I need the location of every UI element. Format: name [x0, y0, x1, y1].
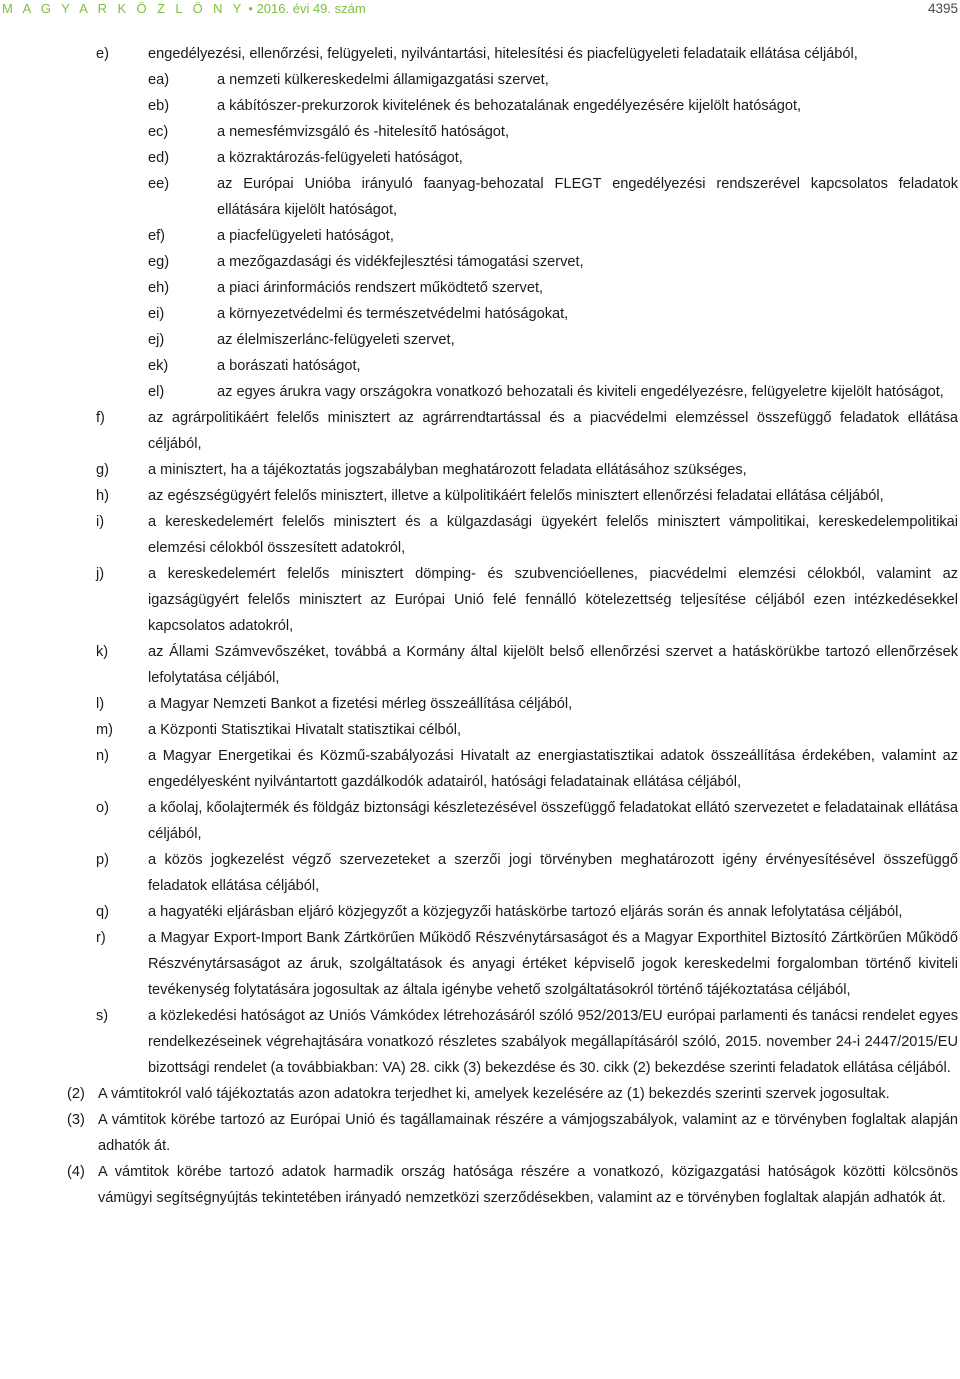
list-item [96, 899, 958, 925]
item-text: a Központi Statisztikai Hivatalt statisztikai célból, [148, 722, 462, 738]
paragraph [67, 1081, 958, 1107]
list-item [96, 483, 958, 509]
document-body [0, 41, 960, 1211]
item-label: el) [148, 384, 165, 400]
sub-list-item [148, 67, 958, 93]
page-number: 4395 [927, 1, 958, 16]
item-label: ei) [148, 306, 165, 322]
list-item [96, 41, 958, 67]
item-text: a közös jogkezelést végző szervezeteket a szerzői jogi törvényben meghatározott igény érvényesítésével összefüggő feladatok ellátása céljából, [148, 852, 958, 894]
item-label: eh) [148, 280, 170, 296]
item-text: a piaci árinformációs rendszert működtető szervet, [217, 280, 544, 296]
sub-list-item [148, 93, 958, 119]
item-label: q) [96, 904, 109, 920]
list-item [96, 639, 958, 691]
sub-list-item [148, 301, 958, 327]
item-label: ee) [148, 176, 170, 192]
item-label: (3) [67, 1112, 85, 1128]
list-item [96, 1003, 958, 1081]
item-label: ec) [148, 124, 169, 140]
item-text: A vámtitok körébe tartozó az Európai Unió és tagállamainak részére a vámjogszabályok, valamint az e törvényben foglaltak alapján adhatók át. [98, 1112, 958, 1154]
list-item [96, 847, 958, 899]
list-item [96, 691, 958, 717]
item-text: a nemesfémvizsgáló és -hitelesítő hatóságot, [217, 124, 510, 140]
item-label: ek) [148, 358, 169, 374]
item-label: k) [96, 644, 109, 660]
sub-list-item [148, 275, 958, 301]
item-label: p) [96, 852, 109, 868]
sub-list-item [148, 327, 958, 353]
paragraph [67, 1159, 958, 1211]
item-text: a minisztert, ha a tájékoztatás jogszabályban meghatározott feladata ellátásához szükséges, [148, 462, 747, 478]
list-item [96, 795, 958, 847]
sub-list-item [148, 145, 958, 171]
item-label: m) [96, 722, 114, 738]
item-text: a Magyar Export-Import Bank Zártkörűen Működő Részvénytársaságot és a Magyar Exporthitel Biztosító Zártkörűen Működő Részvénytársaságot az áruk, szolgáltatások és anyagi értéket képviselő jogok kereskedelmi forgalomban történő kiviteli tevékenység folytatására jogosultak az általa igénybe vehető szolgáltatásokról történő tájékoztatása céljából, [148, 930, 958, 998]
item-label: e) [96, 46, 109, 62]
item-label: j) [96, 566, 105, 582]
item-label: o) [96, 800, 109, 816]
item-text: a kereskedelemért felelős minisztert és a külgazdasági ügyekért felelős minisztert vámpolitikai, kereskedelempolitikai elemzési célokból összesített adatokról, [148, 514, 958, 556]
list-item [96, 457, 958, 483]
item-text: a Magyar Energetikai és Közmű-szabályozási Hivatalt az energiastatisztikai adatok összeállítása érdekében, valamint az engedélyesként nyilvántartott gazdálkodók adatairól, hatósági feladatainak ellátása céljából, [148, 748, 958, 790]
item-text: A vámtitok körébe tartozó adatok harmadik ország hatósága részére a vonatkozó, közigazgatási hatóságok közötti kölcsönös vámügyi segítségnyújtás tekintetében irányadó nemzetközi szerződésekben, valamint az e törvényben foglaltak alapján adhatók át. [98, 1164, 958, 1206]
list-item [96, 717, 958, 743]
item-text: az agrárpolitikáért felelős minisztert az agrárrendtartással és a piacvédelmi elemzéssel összefüggő feladatok ellátása céljából, [148, 410, 958, 452]
item-label: h) [96, 488, 109, 504]
item-text: a környezetvédelmi és természetvédelmi hatóságokat, [217, 306, 569, 322]
item-label: ef) [148, 228, 166, 244]
item-text: a borászati hatóságot, [217, 358, 361, 374]
issue-label: 2016. évi 49. szám [256, 1, 366, 16]
item-text: az Európai Unióba irányuló faanyag-behozatal FLEGT engedélyezési rendszerével kapcsolatos feladatok ellátására kijelölt hatóságot, [217, 176, 958, 218]
sub-list-item [148, 353, 958, 379]
list-item [96, 405, 958, 457]
list-item [96, 925, 958, 1003]
list-item [96, 509, 958, 561]
item-text: a kábítószer-prekurzorok kivitelének és behozatalának engedélyezésére kijelölt hatóságot, [217, 98, 802, 114]
sub-list-item [148, 223, 958, 249]
item-label: i) [96, 514, 105, 530]
journal-running-head [2, 0, 366, 18]
sub-list-item [148, 119, 958, 145]
journal-title: M A G Y A R K Ö Z L Ö N Y [2, 1, 245, 16]
item-text: a mezőgazdasági és vidékfejlesztési támogatási szervet, [217, 254, 584, 270]
item-text: a kereskedelemért felelős minisztert dömping- és szubvencióellenes, piacvédelmi elemzési célokból, valamint az igazságügyért felelős minisztert az Európai Unió felé fennálló kötelezettség teljesítése céljából ezen intézkedésekkel kapcsolatos adatokról, [148, 566, 958, 634]
sub-list-item [148, 379, 958, 405]
item-text: a közraktározás-felügyeleti hatóságot, [217, 150, 463, 166]
item-label: g) [96, 462, 109, 478]
item-text: a hagyatéki eljárásban eljáró közjegyzőt a közjegyzői hatáskörbe tartozó eljárás során és annak lefolytatása céljából, [148, 904, 903, 920]
item-label: eb) [148, 98, 170, 114]
item-text: a Magyar Nemzeti Bankot a fizetési mérleg összeállítása céljából, [148, 696, 573, 712]
list-item [96, 743, 958, 795]
item-label: (4) [67, 1164, 85, 1180]
item-text: a kőolaj, kőolajtermék és földgáz biztonsági készletezésével összefüggő feladatokat ellátó szervezetet e feladatainak ellátása céljából, [148, 800, 958, 842]
page-header [0, 0, 960, 22]
item-text: a közlekedési hatóságot az Uniós Vámkódex létrehozásáról szóló 952/2013/EU európai parlamenti és tanácsi rendelet egyes rendelkezéseinek végrehajtására vonatkozó részletes szabályok megállapításáról szóló, 2015. november 24-i 2447/2015/EU bizottsági rendelet (a továbbiakban: VA) 28. cikk (3) bekezdése és 30. cikk (2) bekezdése szerinti feladatok ellátása céljából. [148, 1008, 958, 1076]
item-text: a nemzeti külkereskedelmi államigazgatási szervet, [217, 72, 549, 88]
item-label: s) [96, 1008, 109, 1024]
item-label: ed) [148, 150, 170, 166]
list-item [96, 561, 958, 639]
item-text: az egészségügyért felelős minisztert, illetve a külpolitikáért felelős minisztert ellenőrzési feladatai ellátása céljából, [148, 488, 884, 504]
sub-list-item [148, 171, 958, 223]
item-text: a piacfelügyeleti hatóságot, [217, 228, 394, 244]
item-text: az élelmiszerlánc-felügyeleti szervet, [217, 332, 455, 348]
sub-list-item [148, 249, 958, 275]
item-label: r) [96, 930, 106, 946]
paragraph [67, 1107, 958, 1159]
item-label: l) [96, 696, 105, 712]
item-label: ej) [148, 332, 165, 348]
item-text: engedélyezési, ellenőrzési, felügyeleti, nyilvántartási, hitelesítési és piacfelügyeleti feladataik ellátása céljából, [148, 46, 858, 62]
item-text: az Állami Számvevőszéket, továbbá a Kormány által kijelölt belső ellenőrzési szervet a hatáskörükbe tartozó ellenőrzések lefolytatása céljából, [148, 644, 958, 686]
item-label: (2) [67, 1086, 85, 1102]
item-text: az egyes árukra vagy országokra vonatkozó behozatali és kiviteli engedélyezésre, felügyeletre kijelölt hatóságot, [217, 384, 944, 400]
item-label: n) [96, 748, 109, 764]
item-text: A vámtitokról való tájékoztatás azon adatokra terjedhet ki, amelyek kezelésére az (1) bekezdés szerinti szervek jogosultak. [98, 1086, 890, 1102]
item-label: eg) [148, 254, 170, 270]
item-label: ea) [148, 72, 170, 88]
item-label: f) [96, 410, 105, 426]
header-bullet: • [248, 1, 253, 16]
